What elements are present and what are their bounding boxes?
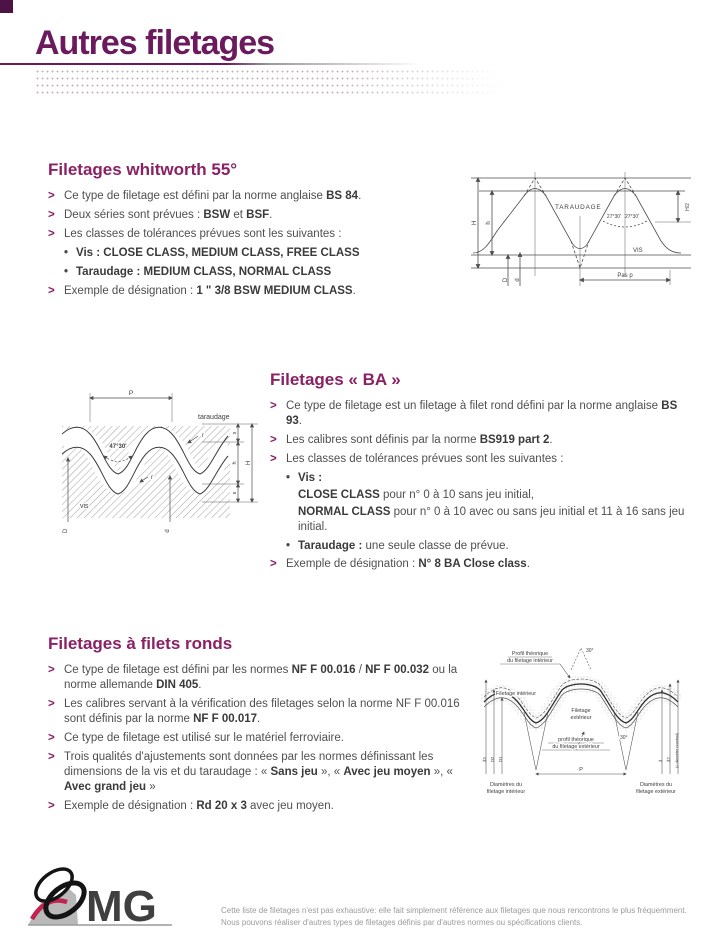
diagram-dim-nominal: (= diamètre nominal) xyxy=(675,733,679,768)
page-title: Autres filetages xyxy=(35,24,275,62)
arrow-marker: > xyxy=(270,558,277,571)
diagram-dim-d: d xyxy=(165,529,171,533)
diagram-label-angle: 30° xyxy=(620,735,628,741)
list-item xyxy=(270,471,688,486)
diagram-label-filetage-ext: Filetage xyxy=(571,708,591,714)
diagram-label-taraudage: taraudage xyxy=(198,414,230,421)
section-filets-ronds xyxy=(48,634,468,813)
diagram-dim-P: P xyxy=(128,390,134,397)
diagram-dim-s: s xyxy=(232,431,238,435)
list-item xyxy=(48,246,462,261)
arrow-marker: > xyxy=(48,190,55,202)
diagram-dim-d: d xyxy=(658,759,663,762)
diagram-dim-D2: D2 xyxy=(490,756,495,762)
diagram-label-angle: 47°30' xyxy=(109,444,127,450)
halftone-dots-band xyxy=(35,68,527,95)
list-item-text: Taraudage : MEDIUM CLASS, NORMAL CLASS xyxy=(76,265,332,278)
diagram-dim-D: D xyxy=(503,277,509,283)
arrow-marker: > xyxy=(270,433,277,446)
arrow-marker: > xyxy=(48,731,55,744)
list-item xyxy=(270,539,688,554)
corner-mark xyxy=(0,0,13,13)
arrow-marker: > xyxy=(270,400,277,412)
list-item xyxy=(48,731,468,746)
diagram-label-angle: 27°30' xyxy=(606,214,621,220)
arrow-marker: > xyxy=(270,452,277,465)
footer-note-line2: Nous pouvons réaliser d'autres types de filetages définis par d'autres normes ou spécifications clients. xyxy=(221,918,583,928)
list-item xyxy=(48,208,462,223)
bullet-list xyxy=(48,189,462,299)
diagram-dim-H2: H/2 xyxy=(685,203,691,211)
footer-note-line1: Cette liste de filetages n'est pas exhaustive: elle fait simplement référence aux filetages que nous rencontrons le plus fréquemment. xyxy=(221,906,687,915)
diagram-dim-D: D xyxy=(63,528,69,534)
diagram-dim-d3: d3 xyxy=(482,757,487,762)
diagram-label-filetage-int: Filetage intérieur xyxy=(495,691,537,697)
diagram-dim-d: d xyxy=(515,278,521,282)
arrow-marker: > xyxy=(48,664,55,676)
list-item xyxy=(270,433,688,448)
section-ba xyxy=(270,370,688,572)
diagram-label-vis: VIS xyxy=(633,248,643,254)
list-item xyxy=(48,265,462,280)
list-item-text: Exemple de désignation : N° 8 BA Close class. xyxy=(286,558,530,571)
list-item xyxy=(270,505,688,535)
diagram-dim-h: h xyxy=(486,221,492,225)
ba-thread-diagram xyxy=(52,380,264,542)
mg-logo xyxy=(20,855,180,935)
bullet-marker: • xyxy=(286,539,291,552)
list-item xyxy=(270,557,688,572)
list-item xyxy=(270,399,688,429)
list-item-text: NORMAL CLASS pour n° 0 à 10 avec ou sans jeu initial et 11 à 16 sans jeu initial. xyxy=(298,505,685,533)
arrow-marker: > xyxy=(48,750,55,763)
diagram-caption-dia-int: filetage intérieur xyxy=(486,789,526,795)
list-item-text: Ce type de filetage est défini par les normes NF F 00.016 / NF F 00.032 ou la norme allemande DIN 405. xyxy=(64,664,458,691)
list-item-text: Les classes de tolérances prévues sont les suivantes : xyxy=(286,452,564,465)
list-item xyxy=(48,227,462,242)
list-item xyxy=(270,452,688,467)
bullet-list xyxy=(48,663,468,813)
section-heading: Filetages « BA » xyxy=(270,370,401,389)
diagram-label-profil-int: Profil théorique xyxy=(511,651,549,657)
diagram-label-profil-ext: du filetage extérieur xyxy=(552,744,600,750)
diagram-dim-D1: D1 xyxy=(498,756,503,762)
arrow-marker: > xyxy=(48,208,55,221)
list-item xyxy=(48,189,462,204)
diagram-label-profil-ext: profil théorique xyxy=(558,737,594,743)
arrow-marker: > xyxy=(48,697,55,710)
list-item-text: Trois qualités d'ajustements sont données par les normes définissant les dimensions de la vis et du taraudage : « Sans jeu », « Avec jeu moyen », « Avec grand jeu » xyxy=(64,750,453,793)
list-item-text: Taraudage : une seule classe de prévue. xyxy=(298,539,509,552)
list-item-text: Les calibres sont définis par la norme BS919 part 2. xyxy=(286,433,553,446)
diagram-dim-d2: d2 xyxy=(666,757,671,762)
list-item xyxy=(48,663,468,693)
diagram-label-pas: Pas p xyxy=(617,273,633,279)
list-item-text: Les calibres servant à la vérification des filetages selon la norme NF F 00.016 sont définis par la norme NF F 00.017. xyxy=(64,697,460,725)
section-heading: Filetages whitworth 55° xyxy=(48,160,238,179)
list-item-text: Les classes de tolérances prévues sont les suivantes : xyxy=(64,227,342,240)
bullet-list xyxy=(270,399,688,572)
diagram-dim-s: s xyxy=(232,491,238,495)
footer-note xyxy=(221,905,693,930)
list-item xyxy=(48,284,462,299)
bullet-marker: • xyxy=(286,471,291,484)
list-item-text: Exemple de désignation : 1 " 3/8 BSW MEDIUM CLASS. xyxy=(64,284,356,297)
list-item-text: Vis : xyxy=(298,471,323,484)
diagram-caption-dia-ext: Diamètres du xyxy=(639,782,673,788)
diagram-label-profil-int: du filetage intérieur xyxy=(507,658,553,664)
bullet-marker: • xyxy=(64,246,69,259)
diagram-label-filetage-ext: extérieur xyxy=(570,715,592,721)
list-item xyxy=(270,488,688,503)
list-item-text: Ce type de filetage est un filetage à filet rond défini par la norme anglaise BS 93. xyxy=(286,400,678,427)
whitworth-thread-diagram xyxy=(465,158,697,302)
list-item-text: Deux séries sont prévues : BSW et BSF. xyxy=(64,208,273,221)
diagram-label-taraudage: TARAUDAGE xyxy=(555,204,602,211)
diagram-dim-P: P xyxy=(579,767,583,773)
arrow-marker: > xyxy=(48,284,55,297)
list-item-text: Exemple de désignation : Rd 20 x 3 avec jeu moyen. xyxy=(64,799,334,812)
list-item-text: Vis : CLOSE CLASS, MEDIUM CLASS, FREE CLASS xyxy=(76,246,360,259)
list-item xyxy=(48,799,468,814)
list-item-text: Ce type de filetage est défini par la norme anglaise BS 84. xyxy=(64,190,362,202)
diagram-dim-h: h xyxy=(232,461,238,465)
diagram-label-r: r xyxy=(151,475,153,481)
section-heading: Filetages à filets ronds xyxy=(48,634,233,653)
round-thread-diagram xyxy=(472,640,692,804)
title-underline xyxy=(0,63,480,65)
diagram-dim-H: H xyxy=(472,220,478,226)
diagram-label-angle: 30° xyxy=(586,648,594,654)
diagram-caption-dia-int: Diamètres du xyxy=(489,782,523,788)
list-item xyxy=(48,697,468,727)
list-item xyxy=(48,750,468,795)
list-item-text: CLOSE CLASS pour n° 0 à 10 sans jeu initial, xyxy=(298,488,534,501)
section-whitworth xyxy=(48,160,462,299)
diagram-label-angle: 27°30' xyxy=(625,214,640,220)
diagram-dim-H: H xyxy=(246,460,252,466)
bullet-marker: • xyxy=(64,265,69,278)
logo-text: MG xyxy=(86,882,157,931)
arrow-marker: > xyxy=(48,227,55,240)
arrow-marker: > xyxy=(48,799,55,812)
diagram-caption-dia-ext: filetage extérieur xyxy=(636,789,676,795)
list-item-text: Ce type de filetage est utilisé sur le matériel ferroviaire. xyxy=(64,731,344,744)
diagram-label-vis: vis xyxy=(80,503,89,510)
diagram-label-r: r xyxy=(202,433,204,439)
